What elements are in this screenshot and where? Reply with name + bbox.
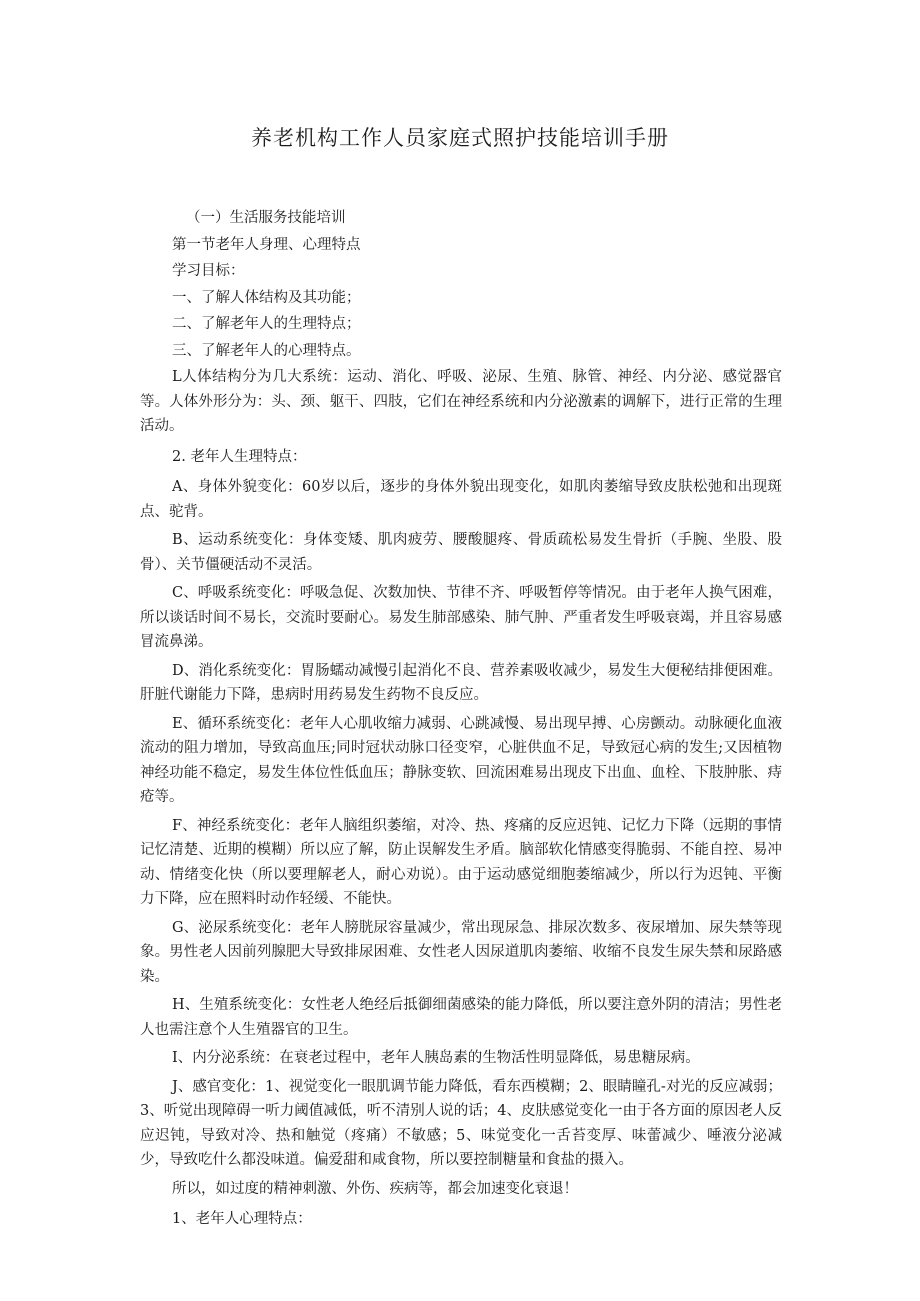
document-title: 养老机构工作人员家庭式照护技能培训手册 [251,126,669,150]
section-heading: （一）生活服务技能培训 [186,210,346,226]
item-appearance: A、身体外貌变化：60岁以后，逐步的身体外貌出现变化，如肌肉萎缩导致皮肤松弛和出现斑点、驼背。 [140,479,782,520]
item-motor-system: B、运动系统变化：身体变矮、肌肉疲劳、腰酸腿疼、骨质疏松易发生骨折（手腕、坐股、股骨）、关节僵硬活动不灵活。 [140,532,782,573]
objective-item-2: 二、了解老年人的生理特点； [172,316,361,332]
body-structure-paragraph: L人体结构分为几大系统：运动、消化、呼吸、泌尿、生殖、脉管、神经、内分泌、感觉器官等。人体外形分为：头、颈、躯干、四肢，它们在神经系统和内分泌激素的调解下，进行正常的生理活动。 [140,369,782,434]
document-body [140,206,782,1234]
chapter-heading: 第一节老年人身理、心理特点 [172,236,361,253]
objective-item-3: 三、了解老年人的心理特点。 [172,342,361,359]
item-reproductive-system: H、生殖系统变化：女性老人绝经后抵御细菌感染的能力降低，所以要注意外阴的清洁；男性老人也需注意个人生殖器官的卫生。 [140,997,782,1038]
item-urinary-system: G、泌尿系统变化：老年人膀胱尿容量减少，常出现尿急、排尿次数多、夜尿增加、尿失禁等现象。男性老人因前列腺肥大导致排尿困难、女性老人因尿道肌肉萎缩、收缩不良发生尿失禁和尿路感染。 [140,919,782,985]
physiology-heading: 2. 老年人生理特点： [172,448,307,465]
objective-item-1: 一、了解人体结构及其功能； [172,289,361,306]
item-respiratory-system: C、呼吸系统变化：呼吸急促、次数加快、节律不齐、呼吸暂停等情况。由于老年人换气困难，所以谈话时间不易长，交流时要耐心。易发生肺部感染、肺气肿、严重者发生呼吸衰竭，并且容易感冒流鼻涕。 [140,585,782,650]
item-endocrine-system: I、内分泌系统：在衰老过程中，老年人胰岛素的生物活性明显降低，易患糖尿病。 [172,1050,700,1066]
item-circulatory-system: E、循环系统变化：老年人心肌收缩力减弱、心跳减慢、易出现早搏、心房颤动。动脉硬化血液流动的阻力增加，导致高血压;同时冠状动脉口径变窄，心脏供血不足，导致冠心病的发生;又因植物神经功能不稳定，易发生体位性低血压；静脉变软、回流困难易出现皮下出血、血栓、下肢肿胀、痔疮等。 [140,715,782,805]
conclusion-paragraph: 所以，如过度的精神刺激、外伤、疾病等，都会加速变化衰退！ [172,1180,578,1197]
psychology-heading: 1、老年人心理特点： [172,1211,312,1227]
item-sensory-changes: J、感官变化：1、视觉变化一眼肌调节能力降低，看东西模糊；2、眼睛瞳孔-对光的反应减弱；3、听觉出现障碍一听力阈值减低，听不清别人说的话；4、皮肤感觉变化一由于各方面的原因老人反应迟钝，导致对冷、热和触觉（疼痛）不敏感；5、味觉变化一舌苔变厚、味蕾减少、唾液分泌减少，导致吃什么都没味道。偏爱甜和咸食物，所以要控制糖量和食盐的摄入。 [140,1078,782,1168]
item-nervous-system: F、神经系统变化：老年人脑组织萎缩，对冷、热、疼痛的反应迟钝、记忆力下降（远期的事情记忆清楚、近期的模糊）所以应了解，防止误解发生矛盾。脑部软化情感变得脆弱、不能自控、易冲动、情绪变化快（所以要理解老人，耐心劝说）。由于运动感觉细胞萎缩减少，所以行为迟钝、平衡力下降，应在照料时动作轻缓、不能快。 [140,817,782,907]
objectives-label: 学习目标： [172,263,245,279]
item-digestive-system: D、消化系统变化：胃肠蠕动减慢引起消化不良、营养素吸收减少，易发生大便秘结排便困难。肝脏代谢能力下降，患病时用药易发生药物不良反应。 [140,662,782,703]
